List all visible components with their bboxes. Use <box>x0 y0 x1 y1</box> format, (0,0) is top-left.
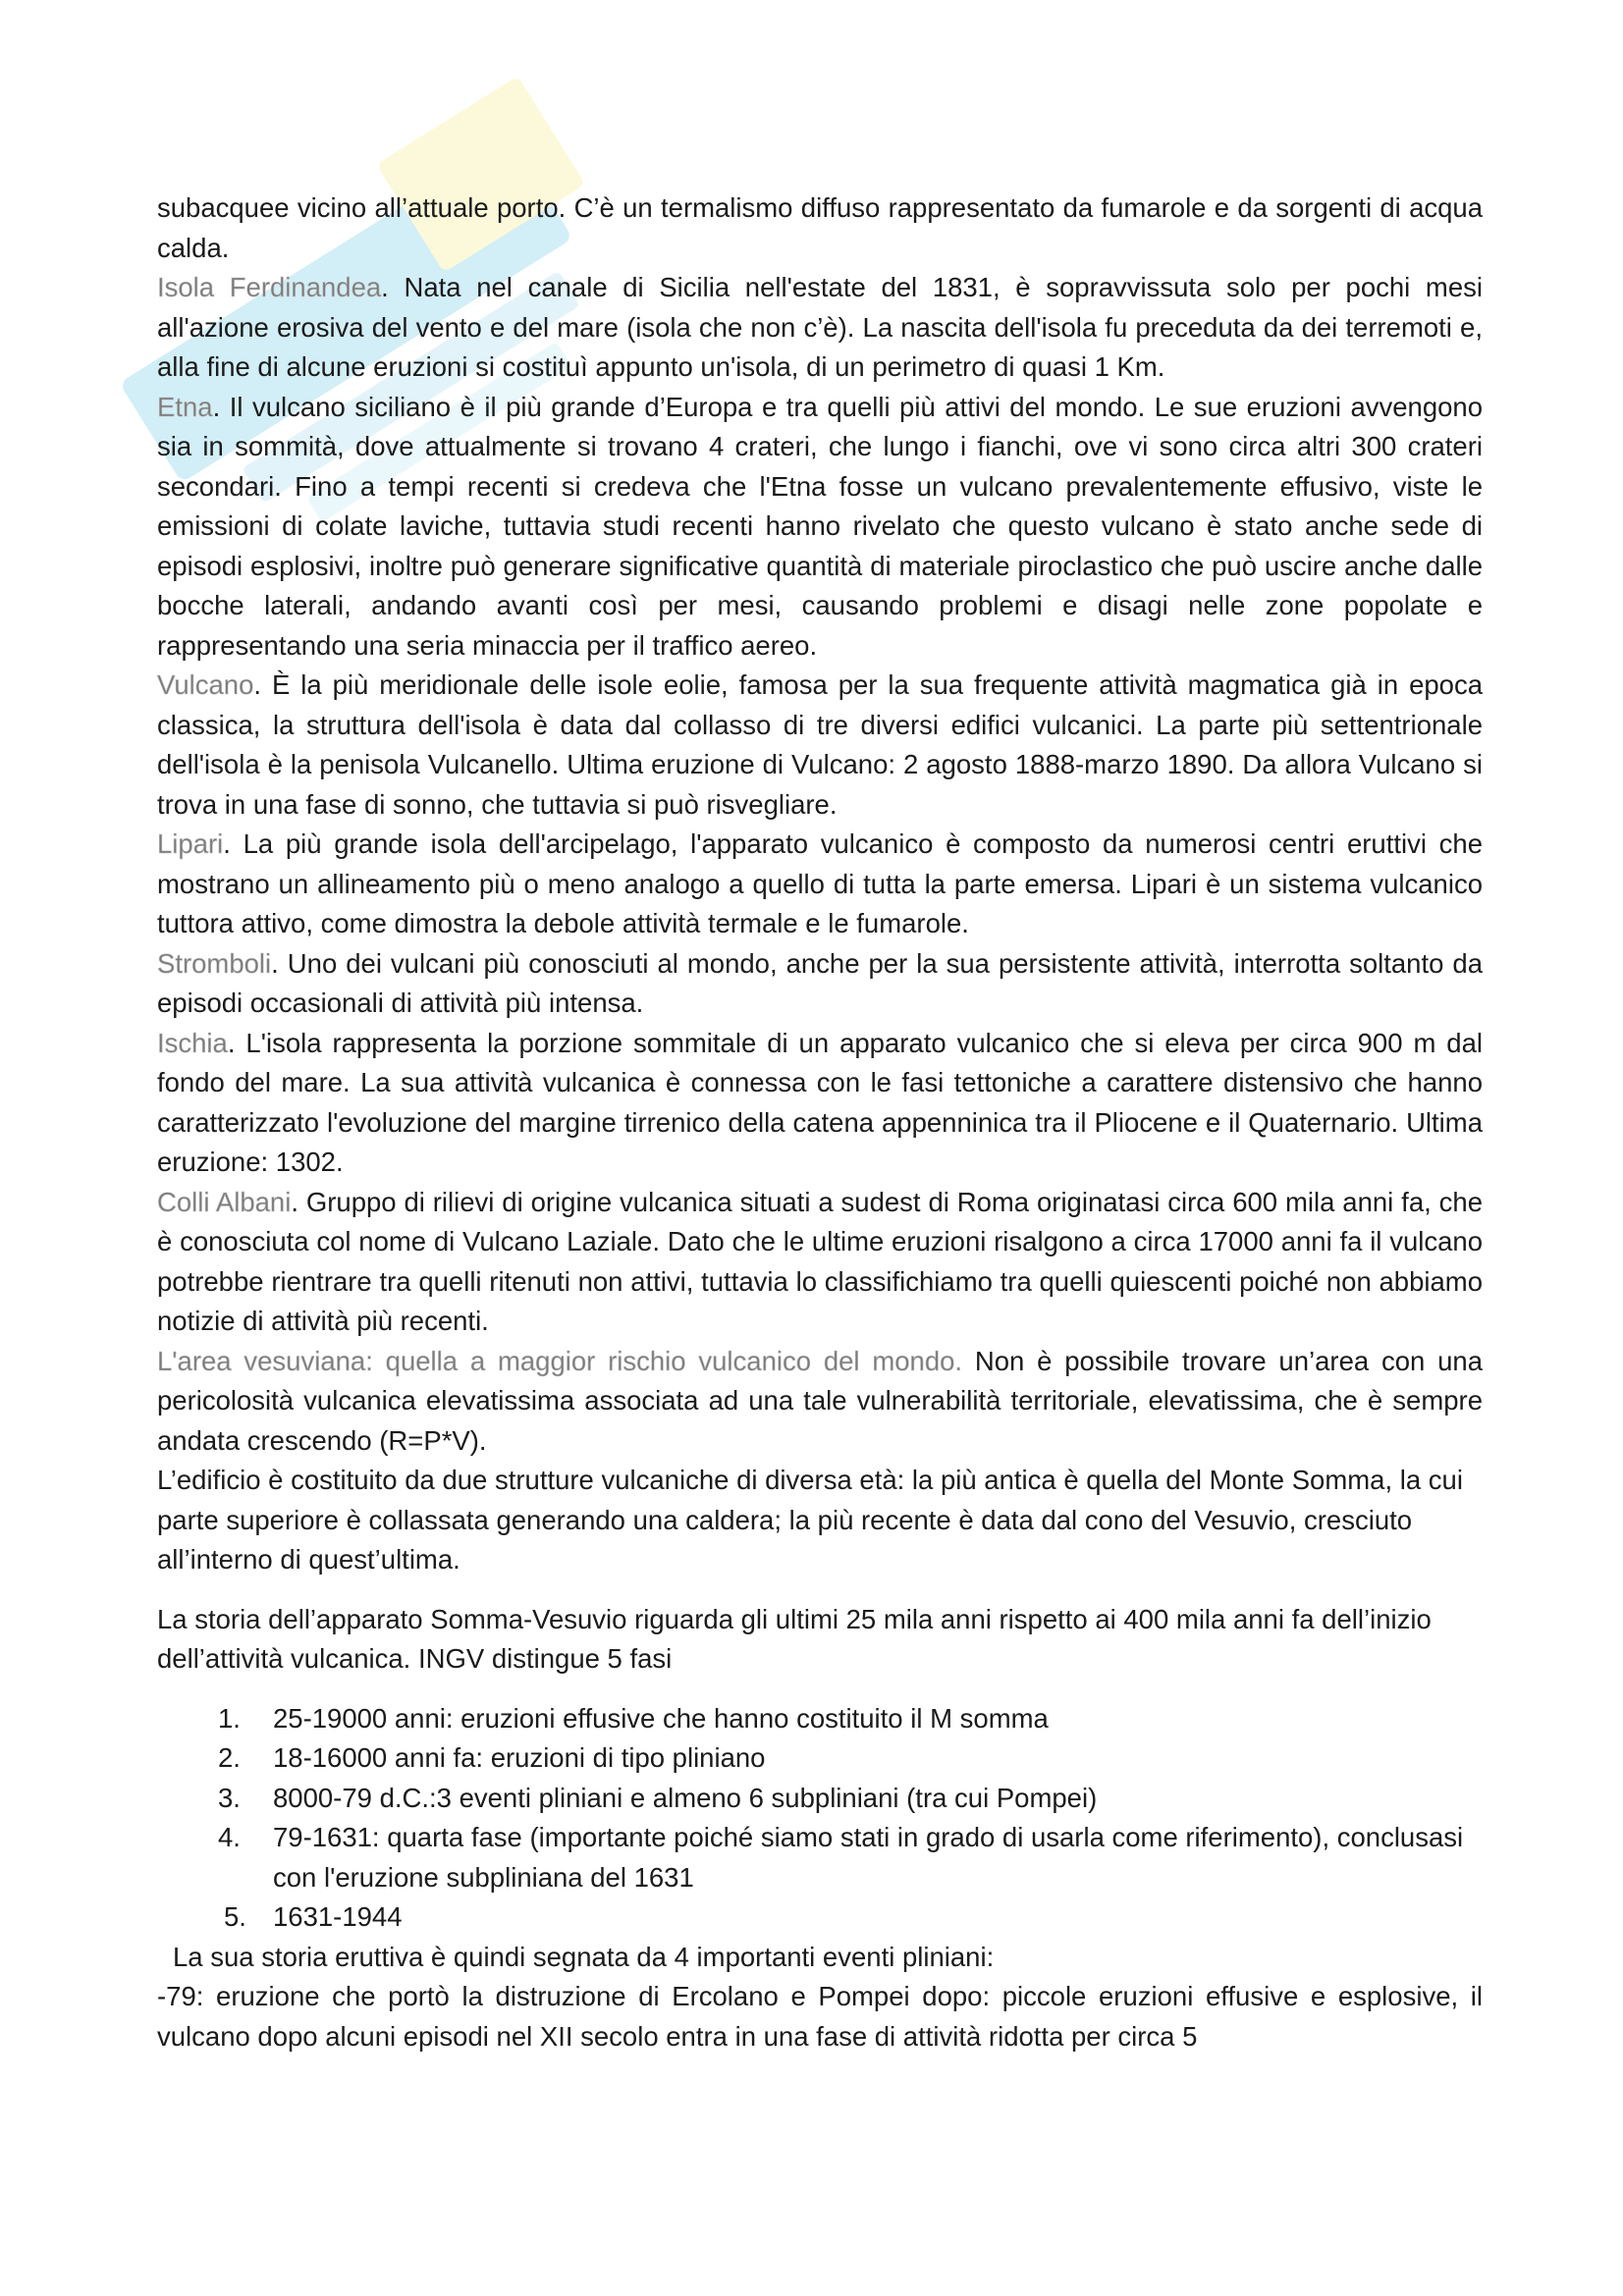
paragraph-vulcano: Vulcano. È la più meridionale delle isole eolie, famosa per la sua frequente attività magmatica già in epoca classica, la struttura dell'isola è data dal collasso di tre diversi edifici vulcanici. La parte più settentrionale dell'isola è la penisola Vulcanello. Ultima eruzione di Vulcano: 2 agosto 1888-marzo 1890. Da allora Vulcano si trova in una fase di sonno, che tuttavia si può risvegliare. <box>157 669 1483 820</box>
keyword-colli-albani: Colli Albani <box>157 1186 292 1217</box>
paragraph-ferdinandea: Isola Ferdinandea. Nata nel canale di Sicilia nell'estate del 1831, è sopravvissuta solo per pochi mesi all'azione erosiva del vento e del mare (isola che non c’è). La nascita dell'isola fu preceduta da dei terremoti e, alla fine di alcune eruzioni si costituì appunto un'isola, di un perimetro di quasi 1 Km. <box>157 272 1483 382</box>
list-number: 4. <box>218 1822 241 1852</box>
spacer <box>157 1580 1483 1600</box>
paragraph-lipari: Lipari. La più grande isola dell'arcipelago, l'apparato vulcanico è composto da numerosi centri eruttivi che mostrano un allineamento più o meno analogo a quello di tutta la parte emersa. Lipari è un sistema vulcanico tuttora attivo, come dimostra la debole attività termale e le fumarole. <box>157 828 1483 938</box>
paragraph-etna: Etna. Il vulcano siciliano è il più grande d’Europa e tra quelli più attivi del mondo. Le sue eruzioni avvengono sia in sommità, dove attualmente si trovano 4 crateri, che lungo i fianchi, ove vi sono circa altri 300 crateri secondari. Fino a tempi recenti si credeva che l'Etna fosse un vulcano prevalentemente effusivo, viste le emissioni di colate laviche, tuttavia studi recenti hanno rivelato che questo vulcano è stato anche sede di episodi esplosivi, inoltre può generare significative quantità di materiale piroclastico che può uscire anche dalle bocche laterali, andando avanti così per mesi, causando problemi e disagi nelle zone popolate e rappresentando una seria minaccia per il traffico aereo. <box>157 391 1483 661</box>
document-page <box>157 188 1483 2056</box>
paragraph-ischia: Ischia. L'isola rappresenta la porzione sommitale di un apparato vulcanico che si eleva per circa 900 m dal fondo del mare. La sua attività vulcanica è connessa con le fasi tettoniche a carattere distensivo che hanno caratterizzato l'evoluzione del margine tirrenico della catena appenninica tra il Pliocene e il Quaternario. Ultima eruzione: 1302. <box>157 1027 1483 1177</box>
list-item: 1. 25-19000 anni: eruzioni effusive che hanno costituito il M somma <box>157 1699 1483 1739</box>
keyword-ferdinandea: Isola Ferdinandea <box>157 272 382 302</box>
list-number: 5. <box>224 1901 246 1932</box>
paragraph-eruzione-79: -79: eruzione che portò la distruzione di Ercolano e Pompei dopo: piccole eruzioni effusive e esplosive, il vulcano dopo alcuni episodi nel XII secolo entra in una fase di attività ridotta per circa 5 <box>157 1981 1483 2052</box>
paragraph-edificio: L’edificio è costituito da due strutture vulcaniche di diversa età: la più antica è quella del Monte Somma, la cui parte superiore è collassata generando una caldera; la più recente è data dal cono del Vesuvio, cresciuto all’interno di quest’ultima. <box>157 1465 1463 1575</box>
paragraph-eventi-pliniani: La sua storia eruttiva è quindi segnata da 4 importanti eventi pliniani: <box>173 1941 995 1972</box>
list-item: 5. 1631-1944 <box>157 1897 1483 1938</box>
list-number: 2. <box>218 1742 241 1773</box>
list-item: 4. 79-1631: quarta fase (importante poiché siamo stati in grado di usarla come riferimento), conclusasi con l'eruzione subpliniana del 1631 <box>157 1818 1483 1897</box>
paragraph-storia: La storia dell’apparato Somma-Vesuvio riguarda gli ultimi 25 mila anni rispetto ai 400 mila anni fa dell’inizio dell’attività vulcanica. INGV distingue 5 fasi <box>157 1603 1432 1674</box>
list-number: 1. <box>218 1702 241 1734</box>
list-number: 3. <box>218 1782 241 1813</box>
paragraph-colli-albani: Colli Albani. Gruppo di rilievi di origine vulcanica situati a sudest di Roma originatasi circa 600 mila anni fa, che è conosciuta col nome di Vulcano Laziale. Dato che le ultime eruzioni risalgono a circa 17000 anni fa il vulcano potrebbe rientrare tra quelli ritenuti non attivi, tuttavia lo classifichiamo tra quelli quiescenti poiché non abbiamo notizie di attività più recenti. <box>157 1186 1483 1336</box>
keyword-etna: Etna <box>157 391 213 422</box>
paragraph-area-vesuviana: L'area vesuviana: quella a maggior rischio vulcanico del mondo. Non è possibile trovare un’area con una pericolosità vulcanica elevatissima associata ad una tale vulnerabilità territoriale, elevatissima, che è sempre andata crescendo (R=P*V). <box>157 1345 1484 1456</box>
paragraph-stromboli: Stromboli. Uno dei vulcani più conosciuti al mondo, anche per la sua persistente attività, interrotta soltanto da episodi occasionali di attività più intensa. <box>157 947 1483 1018</box>
keyword-ischia: Ischia <box>157 1027 228 1058</box>
keyword-lipari: Lipari <box>157 828 224 859</box>
keyword-area-vesuviana: L'area vesuviana: quella a maggior rischio vulcanico del mondo. <box>157 1345 963 1376</box>
paragraph-intro: subacquee vicino all’attuale porto. C’è un termalismo diffuso rappresentato da fumarole e da sorgenti di acqua calda. <box>157 192 1483 263</box>
list-item: 3. 8000-79 d.C.:3 eventi pliniani e almeno 6 subpliniani (tra cui Pompei) <box>157 1779 1483 1819</box>
spacer <box>157 1680 1483 1699</box>
list-item: 2. 18-16000 anni fa: eruzioni di tipo pliniano <box>157 1738 1483 1779</box>
keyword-stromboli: Stromboli <box>157 947 272 979</box>
keyword-vulcano: Vulcano <box>157 669 254 700</box>
phases-list <box>157 1699 1483 1938</box>
